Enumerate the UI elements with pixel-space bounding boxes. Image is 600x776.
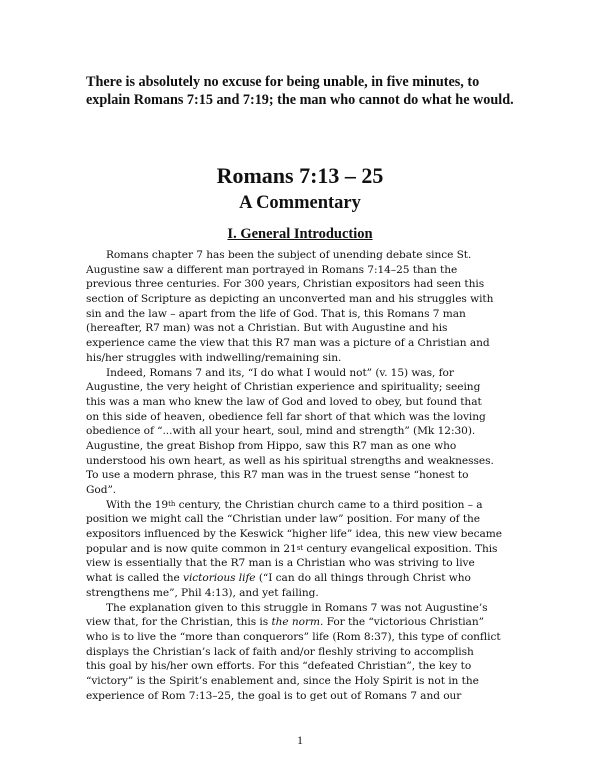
emphasis-text: victorious life	[183, 572, 256, 585]
text-span: (“I can do all things through Christ who	[255, 572, 471, 585]
text-span: century, the Christian church came to a third position – a	[175, 498, 483, 511]
text-line: The explanation given to this struggle in Romans 7 was not Augustine’s	[106, 601, 488, 614]
text-line: understood his own heart, as well as his spiritual strengths and weaknesses.	[86, 454, 494, 467]
text-line: Romans chapter 7 has been the subject of unending debate since St.	[106, 249, 472, 261]
text-span: century evangelical exposition. This	[303, 542, 498, 555]
text-line: expositors influenced by the Keswick “higher life” idea, this new view became	[86, 528, 502, 541]
epigraph-line: explain Romans 7:15 and 7:19; the man who cannot do what he would.	[86, 92, 514, 108]
text-line: on this side of heaven, obedience fell far short of that which was the loving	[86, 410, 486, 423]
text-line: To use a modern phrase, this R7 man was in the truest sense “honest to	[86, 469, 469, 482]
text-line: experience came the view that this R7 man was a picture of a Christian and	[86, 337, 490, 350]
text-line: experience of Rom 7:13–25, the goal is to get out of Romans 7 and our	[86, 689, 462, 702]
text-span: popular and is now quite common in 21	[86, 542, 297, 555]
text-line: displays the Christian’s lack of faith and/or fleshly striving to accomplish	[86, 645, 474, 658]
text-line: who is to live the “more than conquerors” life (Rom 8:37), this type of conflict	[86, 630, 501, 643]
text-line: this goal by his/her own efforts. For this “defeated Christian”, the key to	[86, 660, 472, 673]
page-title: Romans 7:13 – 25	[216, 163, 384, 188]
epigraph	[86, 73, 556, 109]
text-line: strengthens me”, Phil 4:13), and yet failing.	[86, 586, 319, 599]
text-span: For the “victorious Christian”	[323, 616, 484, 629]
text-line: Augustine saw a different man portrayed in Romans 7:14–25 than the	[86, 263, 458, 276]
emphasis-text: the norm.	[271, 616, 324, 629]
text-span: what is called the	[86, 572, 184, 585]
page-subtitle: A Commentary	[239, 193, 361, 213]
text-line: (hereafter, R7 man) was not a Christian. But with Augustine and his	[86, 322, 448, 335]
page-number: 1	[297, 733, 303, 747]
section-heading: I. General Introduction	[227, 226, 373, 242]
text-line: Augustine, the great Bishop from Hippo, saw this R7 man as one who	[86, 439, 457, 452]
body-text	[86, 248, 542, 703]
text-line: previous three centuries. For 300 years, Christian expositors had seen this	[86, 278, 485, 291]
text-span: view that, for the Christian, this is	[86, 616, 272, 629]
text-line: view is essentially that the R7 man is a Christian who was striving to live	[86, 557, 475, 570]
text-line: “victory” is the Spirit’s enablement and, since the Holy Spirit is not in the	[86, 674, 479, 687]
text-line: God”.	[86, 484, 117, 496]
text-line	[86, 498, 542, 513]
ordinal-suffix: st	[296, 543, 304, 552]
text-line: section of Scripture as depicting an unconverted man and his struggles with	[86, 293, 494, 306]
ordinal-suffix: th	[168, 499, 176, 508]
text-span: With the 19	[106, 498, 169, 511]
epigraph-line: There is absolutely no excuse for being unable, in five minutes, to	[86, 74, 480, 90]
text-line: Augustine, the very height of Christian experience and spirituality; seeing	[86, 381, 481, 394]
text-line: sin and the law – apart from the life of God. That is, this Romans 7 man	[86, 307, 466, 320]
text-line: obedience of “...with all your heart, soul, mind and strength” (Mk 12:30).	[86, 425, 476, 438]
text-line: his/her struggles with indwelling/remaining sin.	[86, 351, 342, 364]
text-line	[86, 571, 542, 586]
text-line: Indeed, Romans 7 and its, “I do what I would not” (v. 15) was, for	[106, 366, 454, 379]
text-line	[86, 615, 542, 630]
text-line: position we might call the “Christian under law” position. For many of the	[86, 513, 480, 526]
text-line	[86, 542, 542, 557]
text-line: this was a man who knew the law of God and loved to obey, but found that	[86, 395, 482, 408]
